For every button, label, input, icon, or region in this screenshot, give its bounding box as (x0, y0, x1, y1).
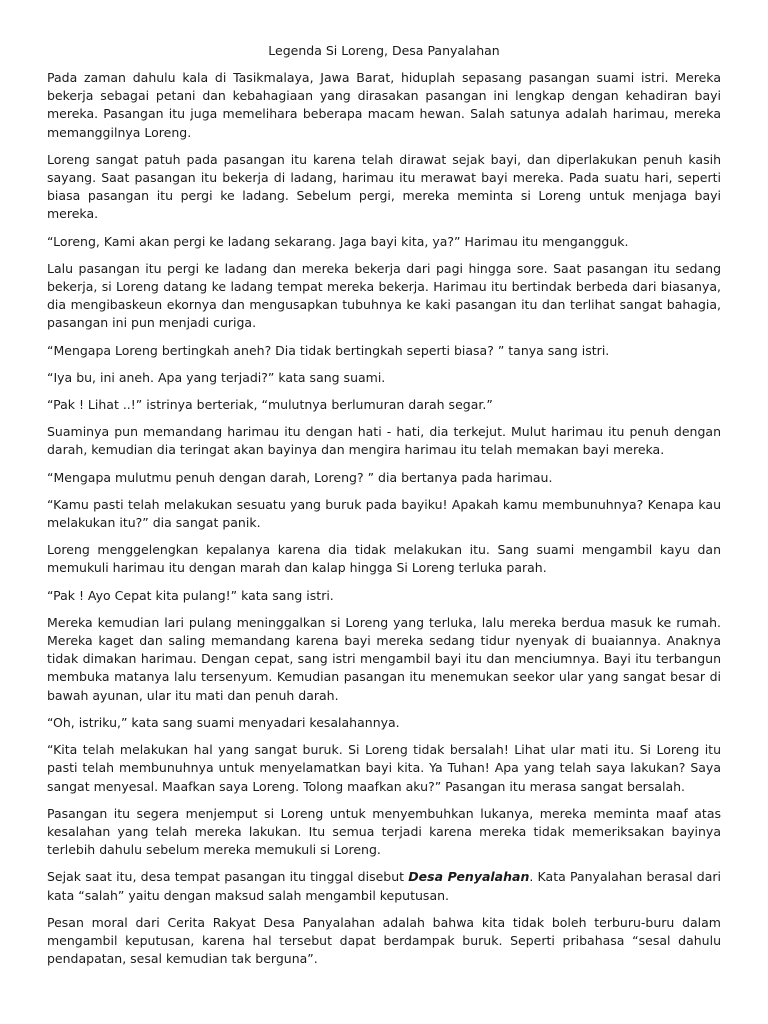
paragraph-2: Loreng sangat patuh pada pasangan itu karena telah dirawat sejak bayi, dan diperlakukan penuh kasih sayang. Saat pasangan itu bekerja di ladang, harimau itu merawat bayi mereka. Pada suatu hari, seperti biasa pasangan itu pergi ke ladang. Sebelum pergi, mereka meminta si Loreng untuk menjaga bayi mereka. (47, 151, 721, 222)
paragraph-14: “Oh, istriku,” kata sang suami menyadari kesalahannya. (47, 714, 400, 730)
paragraph-6: “Iya bu, ini aneh. Apa yang terjadi?” kata sang suami. (47, 369, 386, 385)
desa-name-emphasis: Desa Penyalahan (408, 869, 530, 885)
paragraph-15: “Kita telah melakukan hal yang sangat buruk. Si Loreng tidak bersalah! Lihat ular mati itu. Si Loreng itu pasti telah membunuhnya untuk menyelamatkan bayi kita. Ya Tuhan! Apa yang telah saya lakukan? Saya sangat menyesal. Maafkan saya Loreng. Tolong maafkan aku?” Pasangan itu merasa sangat bersalah. (47, 742, 721, 794)
paragraph-16: Pasangan itu segera menjemput si Loreng untuk menyembuhkan lukanya, mereka meminta maaf atas kesalahan yang telah mereka lakukan. Itu semua terjadi karena mereka tidak memeriksakan bayinya terlebih dahulu sebelum mereka memukuli si Loreng. (47, 805, 721, 858)
paragraph-desa (47, 868, 721, 904)
desa-text-before: Sejak saat itu, desa tempat pasangan itu tinggal disebut (47, 869, 409, 885)
desa-text-after: . Kata Panyalahan berasal dari kata “salah” yaitu dengan maksud salah mengambil keputusan. (47, 869, 721, 903)
paragraph-11: Loreng menggelengkan kepalanya karena dia tidak melakukan itu. Sang suami mengambil kayu dan memukuli harimau itu dengan marah dan kalap hingga Si Loreng terluka parah. (47, 542, 721, 576)
paragraph-13: Mereka kemudian lari pulang meninggalkan si Loreng yang terluka, lalu mereka berdua masuk ke rumah. Mereka kaget dan saling memandang karena bayi mereka sedang tidur nyenyak di buaiannya. Anaknya tidak dimakan harimau. Dengan cepat, sang istri mengambil bayi itu dan menciumnya. Bayi itu terbangun membuka matanya lalu tersenyum. Kemudian pasangan itu menemukan seekor ular yang sangat besar di bawah ayunan, ular itu mati dan penuh darah. (47, 614, 721, 703)
paragraph-5: “Mengapa Loreng bertingkah aneh? Dia tidak bertingkah seperti biasa? ” tanya sang istri. (47, 342, 610, 358)
paragraph-3: “Loreng, Kami akan pergi ke ladang sekarang. Jaga bayi kita, ya?” Harimau itu mengangguk. (47, 233, 629, 249)
paragraph-closing: Pesan moral dari Cerita Rakyat Desa Panyalahan adalah bahwa kita tidak boleh terburu-buru dalam mengambil keputusan, karena hal tersebut dapat berdampak buruk. Seperti pribahasa “sesal dahulu pendapatan, sesal kemudian tak berguna”. (47, 914, 721, 967)
paragraph-10: “Kamu pasti telah melakukan sesuatu yang buruk pada bayiku! Apakah kamu membunuhnya? Kenapa kau melakukan itu?” dia sangat panik. (47, 496, 721, 531)
document-title: Legenda Si Loreng, Desa Panyalahan (268, 43, 500, 58)
paragraph-7: “Pak ! Lihat ..!” istrinya berteriak, “mulutnya berlumuran darah segar.” (47, 397, 493, 413)
paragraph-12: “Pak ! Ayo Cepat kita pulang!” kata sang istri. (47, 587, 334, 603)
paragraph-9: “Mengapa mulutmu penuh dengan darah, Loreng? ” dia bertanya pada harimau. (47, 469, 553, 485)
paragraph-8: Suaminya pun memandang harimau itu dengan hati - hati, dia terkejut. Mulut harimau itu penuh dengan darah, kemudian dia teringat akan bayinya dan mengira harimau itu telah memakan bayi mereka. (47, 424, 721, 458)
paragraph-4: Lalu pasangan itu pergi ke ladang dan mereka bekerja dari pagi hingga sore. Saat pasangan itu sedang bekerja, si Loreng datang ke ladang tempat mereka bekerja. Harimau itu bertindak berbeda dari biasanya, dia mengibaskeun ekornya dan mengusapkan tubuhnya ke kaki pasangan itu dan terlihat sangat bahagia, pasangan ini pun menjadi curiga. (47, 260, 721, 331)
paragraph-1: Pada zaman dahulu kala di Tasikmalaya, Jawa Barat, hiduplah sepasang pasangan suami istri. Mereka bekerja sebagai petani dan kebahagiaan yang dirasakan pasangan ini lengkap dengan kehadiran bayi mereka. Pasangan itu juga memelihara beberapa macam hewan. Salah satunya adalah harimau, mereka memanggilnya Loreng. (47, 70, 721, 140)
